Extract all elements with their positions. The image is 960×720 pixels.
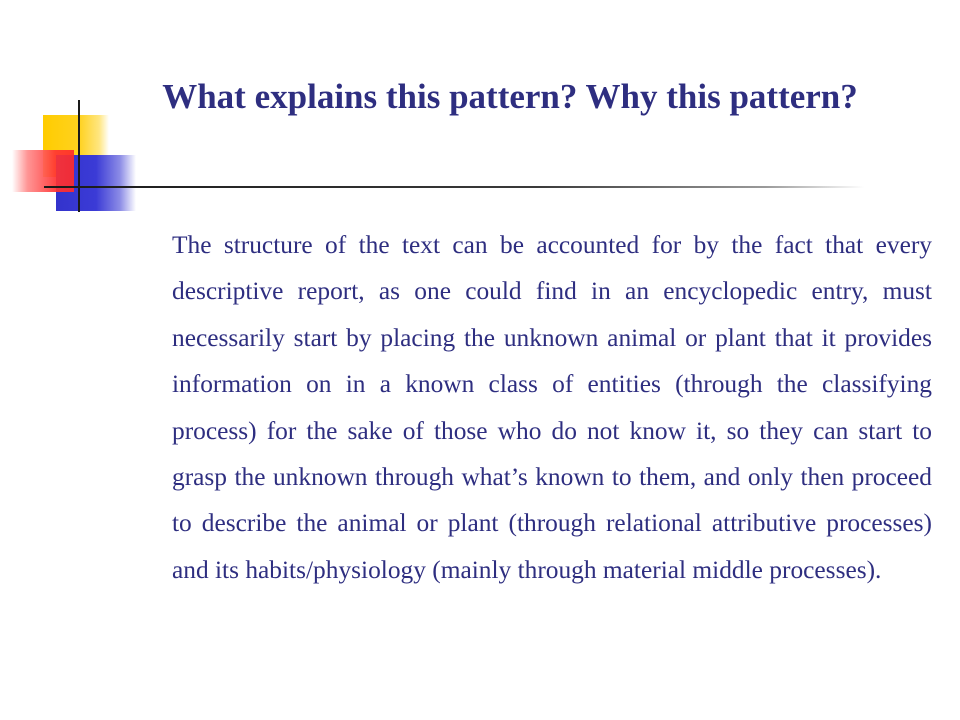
decorative-vertical-line: [78, 100, 80, 212]
title-underline: [44, 186, 864, 188]
slide-title: What explains this pattern? Why this pattern?: [162, 77, 858, 116]
body-paragraph: The structure of the text can be accounted for by the fact that every descriptive report, as one could find in an encyclopedic entry, must necessarily start by placing the unknown animal or plant that it provides information on in a known class of entities (through the classifying process) for the sake of those who do not know it, so they can start to grasp the unknown through what’s known to them, and only then proceed to describe the animal or plant (through relational attributive processes) and its habits/physiology (mainly through material middle processes).: [172, 231, 932, 584]
